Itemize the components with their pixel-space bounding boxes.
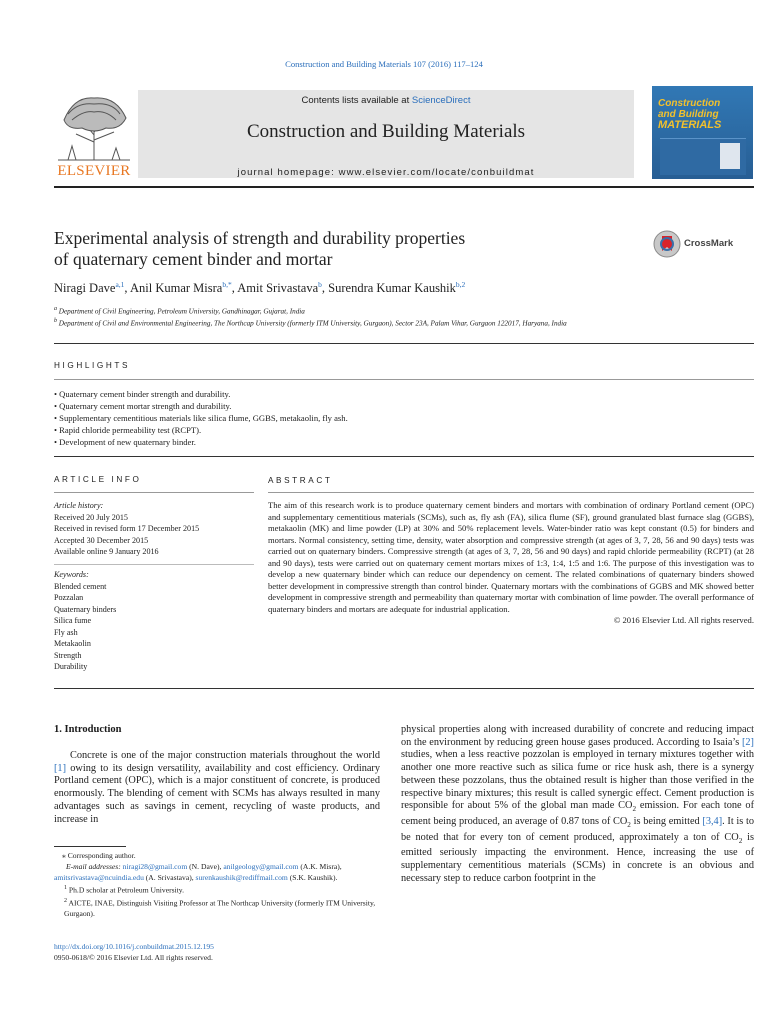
list-item: • Supplementary cementitious materials like silica flume, GGBS, metakaolin, fly ash. <box>54 413 348 423</box>
header-rule <box>54 186 754 188</box>
author-affil-mark[interactable]: b,* <box>222 280 232 289</box>
journal-citation[interactable]: Construction and Building Materials 107 (2016) 117–124 <box>285 59 483 69</box>
info-rule <box>54 564 254 565</box>
abstract-heading: ABSTRACT <box>268 476 333 485</box>
author-affil-mark[interactable]: b,2 <box>455 280 466 289</box>
section-divider <box>54 456 754 457</box>
publisher-wordmark: ELSEVIER <box>57 163 131 179</box>
sciencedirect-link[interactable]: ScienceDirect <box>411 95 471 106</box>
section-divider <box>54 343 754 344</box>
article-info-rule <box>54 492 254 493</box>
email-link[interactable]: anilgeology@gmail.com <box>223 862 299 871</box>
list-item: • Rapid chloride permeability test (RCPT). <box>54 425 202 435</box>
author-name: Anil Kumar Misra <box>129 281 223 296</box>
affiliation: $^b$ Department of Civil and Environmental Engineering, The Northcap University (formerly ITM University, Gurgaon), Sector 23A, Palam Vihar, Gurgaon 122017, Haryana, India <box>54 318 567 328</box>
author-affil-mark[interactable]: a,1 <box>115 280 125 289</box>
intro-left-paragraph: Concrete is one of the major construction materials throughout the world [1] owing to its design versatility, availability and cost efficiency. Ordinary Portland cement (OPC), which is a major constituent of concrete, is produced enormously. The blending of cement with SCMs has always resulted in many advantages such as savings in cement, recycling of waste products, and increase in <box>54 750 380 825</box>
author-affil-mark[interactable]: b <box>318 280 322 289</box>
affiliation: $^a$ Department of Civil Engineering, Petroleum University, Gandhinagar, Gujarat, India <box>54 306 305 316</box>
doi-link[interactable]: http://dx.doi.org/10.1016/j.conbuildmat.2015.12.195 <box>54 942 214 951</box>
publication-info <box>54 941 380 963</box>
article-title: Experimental analysis of strength and durability properties of quaternary cement binder and mortar <box>54 228 466 269</box>
email-link[interactable]: surenkaushik@rediffmail.com <box>195 873 288 882</box>
contents-line: Contents lists available at ScienceDirect <box>301 95 471 106</box>
author-name: Surendra Kumar Kaushik <box>328 281 456 296</box>
keyword: Silica fume <box>54 616 92 625</box>
keyword: Blended cement <box>54 581 107 591</box>
crossmark-label: CrossMark <box>684 238 734 249</box>
journal-title: Construction and Building Materials <box>246 121 526 142</box>
keyword: Pozzalan <box>54 593 84 602</box>
highlights-heading: HIGHLIGHTS <box>54 361 131 370</box>
abstract-body: The aim of this research work is to produce quaternary cement binders and mortars with combination of ordinary Portland cement (OPC) and supplementary cementitious materials (SCMs), such as, fly ash (FA), silica flume (SF), ground granulated blast furnace slag (GGBS), metakaolin (MK) and lime powder (LP) at 30% and 50% replacement levels. Water-binder ratio was kept constant (0.5) for binders and mortars. Normal consistency, setting time, density, water absorption and compressive strength (at ages of 3, 7, 28, 56 and 90 days) tests was carried out on quaternary binders. Compressive strength (at ages of 3, 7, 28, 56 and 90 days) and rapid chloride permeability (RCPT) (at 28 and 90 days), tests were carried out on quaternary cement mortars mixes of 1:3, 1:4, 1:5 and 1:6. The purpose of this investigation was to develop a new quaternary binder which can reduce our dependency on cement. The related combinations of quaternary binders showed better development in compressive strength than control binder. Quaternary mortars with the combinations of GGBS and MK showed better development in compressive strength and permeability than quaternary mortar with combination of lime powder. The overall performance of quaternary binders and mortars are adequate for industrial application. © 2016 Elsevier Ltd. All rights reserved. <box>268 500 754 625</box>
highlights-rule <box>54 379 754 380</box>
crossmark-button[interactable] <box>652 229 752 261</box>
reference-link[interactable]: [3,4] <box>702 815 723 827</box>
highlights-list <box>54 388 754 448</box>
keyword: Durability <box>54 662 88 671</box>
footnotes: ⁎ Corresponding author. E-mail addresses: niragi28@gmail.com (N. Dave), anilgeology@gmail.com (A.K. Misra), amitsrivastava@ncuindia.edu (A. Srivastava), surenkaushik@rediffmail.com (S.K. Kaushik). $^1$ Ph.D scholar at Petroleum University. $^2$ AICTE, INAE, Distinguish Visiting Professor at The Northcap University (formerly ITM University, Gurgaon). <box>54 851 376 919</box>
reference-link[interactable]: [1] <box>54 762 67 774</box>
list-item: • Quaternary cement binder strength and durability. <box>54 389 231 399</box>
section-heading: 1. Introduction <box>54 724 122 735</box>
author-list: Niragi Dave$^{a,1}$, Anil Kumar Misra$^{b,*}$, Amit Srivastava$^b$, Surendra Kumar Kaushik$^{b,2}$ <box>54 280 466 296</box>
journal-cover-image <box>652 86 753 179</box>
article-history: Article history: Received 20 July 2015 Received in revised form 17 December 2015 Accepted 30 December 2015 Available online 9 January 2016 <box>54 501 200 556</box>
section-divider <box>54 688 754 689</box>
author-name: Amit Srivastava <box>237 281 319 296</box>
crossmark-icon <box>652 229 682 259</box>
list-item: • Development of new quaternary binder. <box>54 437 196 447</box>
keyword: Fly ash <box>54 627 78 637</box>
abstract-copyright: © 2016 Elsevier Ltd. All rights reserved. <box>613 615 754 625</box>
author-name: Niragi Dave <box>54 281 116 296</box>
journal-homepage[interactable]: journal homepage: www.elsevier.com/locate/conbuildmat <box>237 167 535 178</box>
journal-masthead <box>138 90 634 178</box>
abstract-rule <box>268 492 754 493</box>
cover-artwork <box>660 138 746 175</box>
intro-right-paragraph: physical properties along with increased durability of concrete and reducing impact on the environment by reducing green house gases produced. According to Isaia’s [2] studies, when a less reactive pozzolan is employed in ternary mixtures together with another one more reactive such as silica fume or rice husk ash, there is a synergy between these pozzolans, thus the obtained result is higher than those verified in the respective binary mixtures; this result is called synergic effect. Cement production is responsible for about 5% of the global man made $CO_2$ emission. For each tone of cement being produced, an average of 0.87 tons of $CO_2$ is being emitted [3,4]. It is to be noted that for every ton of cement produced, approximately a ton of $CO_2$ is emitted seriously impacting the environment. Hence, increasing the use of supplementary cementitious materials (SCMs) in concrete is an obvious and necessary step to reduce carbon footprint in the <box>401 724 755 884</box>
email-link[interactable]: amitsrivastava@ncuindia.edu <box>54 873 144 882</box>
footnote-rule <box>54 846 126 847</box>
keywords: Keywords: Blended cement Pozzalan Quaternary binders Silica fume Fly ash Metakaolin Strength Durability <box>54 569 254 673</box>
list-item: • Quaternary cement mortar strength and durability. <box>54 401 232 411</box>
keyword: Quaternary binders <box>54 604 117 614</box>
reference-link[interactable]: [2] <box>741 736 754 748</box>
keyword: Strength <box>54 650 82 660</box>
article-info-heading: ARTICLE INFO <box>54 475 142 484</box>
issn-line: 0950-0618/© 2016 Elsevier Ltd. All rights reserved. <box>54 953 213 962</box>
keyword: Metakaolin <box>54 639 91 648</box>
email-link[interactable]: niragi28@gmail.com <box>122 862 188 871</box>
cover-title: Construction and Building MATERIALS <box>658 98 722 131</box>
